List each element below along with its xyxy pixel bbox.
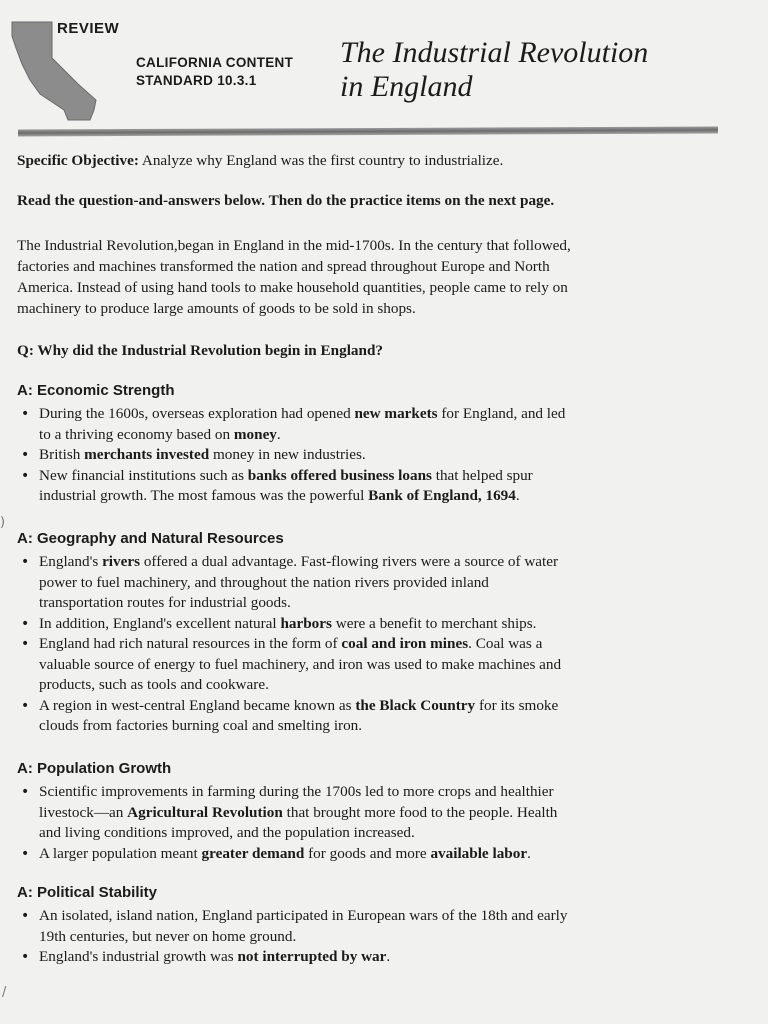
bold-term: Agricultural Revolution — [127, 803, 283, 821]
bullet-text: . — [515, 487, 520, 504]
bullet-list — [17, 782, 577, 864]
standard-line-1: CALIFORNIA CONTENT — [136, 55, 294, 70]
bullet-text: . Coal was a valuable source of energy to fuel machinery, and iron was used to make machines and products, such as tools and cookware. — [39, 635, 562, 693]
bullet-icon: • — [21, 908, 30, 924]
scan-mark: ) — [0, 515, 6, 530]
question-heading: Q: Why did the Industrial Revolution begin in England? — [17, 342, 384, 359]
section-heading: A: Population Growth — [17, 760, 172, 777]
intro-paragraph: The Industrial Revolution,began in England in the mid-1700s. In the century that followed, factories and machines transformed the nation and spread throughout Europe and North America. Instead of using hand tools to make household quantities, people came to rely on machinery to produce large amounts of goods to be sold in shops. — [17, 237, 571, 317]
bullet-text: for goods and more — [304, 844, 431, 862]
bullet-item — [17, 466, 577, 507]
bullet-item — [17, 844, 577, 865]
bullet-icon: • — [21, 636, 30, 652]
section-heading: A: Political Stability — [17, 884, 158, 901]
bullet-text: that brought more food to the people. Health and living conditions improved, and the population increased. — [39, 803, 558, 841]
bullet-text: An isolated, island nation, England participated in European wars of the 18th and early 19th centuries, but never on home ground. — [39, 907, 568, 945]
bold-term: merchants invested — [84, 446, 210, 463]
bold-term: the Black Country — [355, 696, 476, 714]
specific-objective — [17, 150, 737, 171]
bullet-text: Scientific improvements in farming during the 1700s led to more crops and healthier livestock—an — [39, 783, 554, 821]
bold-term: banks offered business loans — [247, 466, 432, 484]
bullet-text: During the 1600s, overseas exploration had opened — [39, 405, 355, 422]
objective-text: Analyze why England was the first country to industrialize. — [138, 152, 504, 169]
bold-term: available labor — [430, 844, 528, 862]
bullet-item — [17, 404, 577, 445]
bullet-item — [17, 445, 577, 466]
bullet-text: money in new industries. — [209, 446, 366, 463]
bullet-list — [17, 552, 577, 737]
bullet-text: British — [39, 446, 85, 463]
bullet-item — [17, 696, 577, 737]
bullet-text: were a benefit to merchant ships. — [331, 614, 537, 632]
bold-term: money — [233, 425, 277, 443]
bullet-text: . — [527, 844, 531, 862]
bullet-icon: • — [21, 554, 30, 570]
bullet-text: for its smoke clouds from factories burning coal and smelting iron. — [39, 696, 559, 734]
section-heading: A: Economic Strength — [17, 382, 175, 399]
bold-term: Bank of England, 1694 — [368, 487, 516, 504]
bold-term: rivers — [102, 553, 141, 570]
bullet-item — [17, 552, 577, 614]
objective-label: Specific Objective: — [17, 152, 139, 169]
bullet-item — [17, 614, 577, 635]
review-label: REVIEW — [57, 20, 120, 37]
title-line-1: The Industrial Revolution — [340, 36, 649, 69]
content-standard — [136, 54, 293, 90]
bullet-text: New financial institutions such as — [39, 466, 248, 484]
bullet-text: In addition, England's excellent natural — [39, 614, 281, 632]
bullet-item — [17, 782, 577, 844]
bullet-icon: • — [21, 949, 30, 965]
bullet-text: offered a dual advantage. Fast-flowing rivers were a source of water power to fuel machinery, and throughout the nation rivers provided inland transportation routes for industrial goods. — [39, 553, 559, 611]
bullet-text: for England, and led to a thriving economy based on — [39, 405, 566, 443]
bullet-item — [17, 634, 577, 696]
bold-term: not interrupted by war — [237, 948, 387, 965]
bullet-icon: • — [21, 845, 30, 862]
bullet-icon: • — [21, 697, 30, 714]
bullet-text: A larger population meant — [39, 844, 202, 862]
bullet-text: . — [386, 948, 391, 965]
bullet-text: that helped spur industrial growth. The most famous was the powerful — [39, 466, 533, 504]
bold-term: harbors — [280, 614, 332, 632]
section-political-stability — [17, 882, 577, 968]
bullet-text: England had rich natural resources in the form of — [39, 635, 342, 652]
bullet-text: . — [276, 425, 281, 443]
bullet-icon: • — [21, 406, 30, 422]
bullet-list — [17, 906, 577, 968]
section-geography — [17, 528, 577, 737]
bullet-item — [17, 947, 577, 968]
scan-mark: / — [2, 985, 7, 1000]
bullet-icon: • — [21, 784, 30, 800]
bold-term: greater demand — [201, 844, 305, 862]
section-heading: A: Geography and Natural Resources — [17, 530, 284, 547]
bullet-icon: • — [21, 447, 30, 463]
bold-term: new markets — [354, 405, 438, 422]
bold-term: coal and iron mines — [341, 635, 469, 652]
bullet-item — [17, 906, 577, 947]
title-line-2: in England — [340, 70, 473, 103]
section-population-growth — [17, 758, 577, 864]
header-divider — [18, 126, 718, 136]
section-economic-strength — [17, 380, 577, 507]
bullet-icon: • — [21, 615, 30, 632]
instruction-text: Read the question-and-answers below. Then do the practice items on the next page. — [17, 192, 555, 209]
bullet-list — [17, 404, 577, 507]
bullet-text: A region in west-central England became known as — [39, 696, 356, 714]
standard-line-2: STANDARD 10.3.1 — [136, 73, 257, 88]
bullet-text: England's — [39, 553, 103, 570]
page-title — [340, 36, 760, 104]
bullet-text: England's industrial growth was — [39, 948, 238, 965]
bullet-icon: • — [21, 467, 30, 484]
